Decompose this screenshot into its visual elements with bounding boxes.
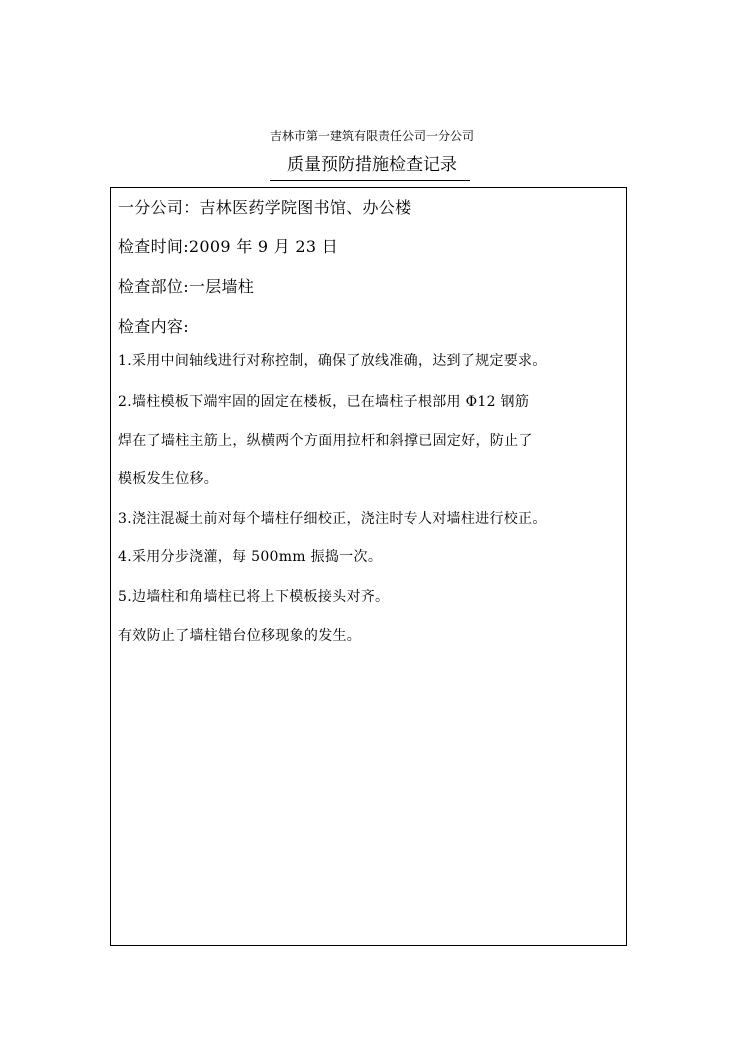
title-underline — [270, 180, 470, 181]
company-name: 吉林市第一建筑有限责任公司一分公司 — [269, 129, 474, 143]
content-label: 检查内容: — [118, 317, 189, 336]
content-item-3: 3.浇注混凝土前对每个墙柱仔细校正，浇注时专人对墙柱进行校正。 — [118, 511, 547, 527]
document-title: 质量预防措施检查记录 — [287, 155, 457, 175]
content-item-2-end: 模板发生位移。 — [118, 471, 219, 487]
project-line: 一分公司：吉林医药学院图书馆、办公楼 — [118, 198, 412, 217]
content-item-2: 2.墙柱模板下端牢固的固定在楼板，已在墙柱子根部用 Φ12 钢筋 — [118, 394, 530, 410]
conclusion-line: 有效防止了墙柱错台位移现象的发生。 — [118, 628, 362, 644]
content-item-2-cont: 焊在了墙柱主筋上，纵横两个方面用拉杆和斜撑已固定好，防止了 — [118, 433, 533, 449]
content-item-5: 5.边墙柱和角墙柱已将上下模板接头对齐。 — [118, 589, 390, 605]
inspection-time-line: 检查时间:2009 年 9 月 23 日 — [118, 237, 339, 256]
inspection-location-line: 检查部位:一层墙柱 — [118, 277, 255, 296]
content-item-1: 1.采用中间轴线进行对称控制，确保了放线准确，达到了规定要求。 — [118, 353, 547, 369]
content-item-4: 4.采用分步浇灌，每 500mm 振捣一次。 — [118, 549, 383, 565]
